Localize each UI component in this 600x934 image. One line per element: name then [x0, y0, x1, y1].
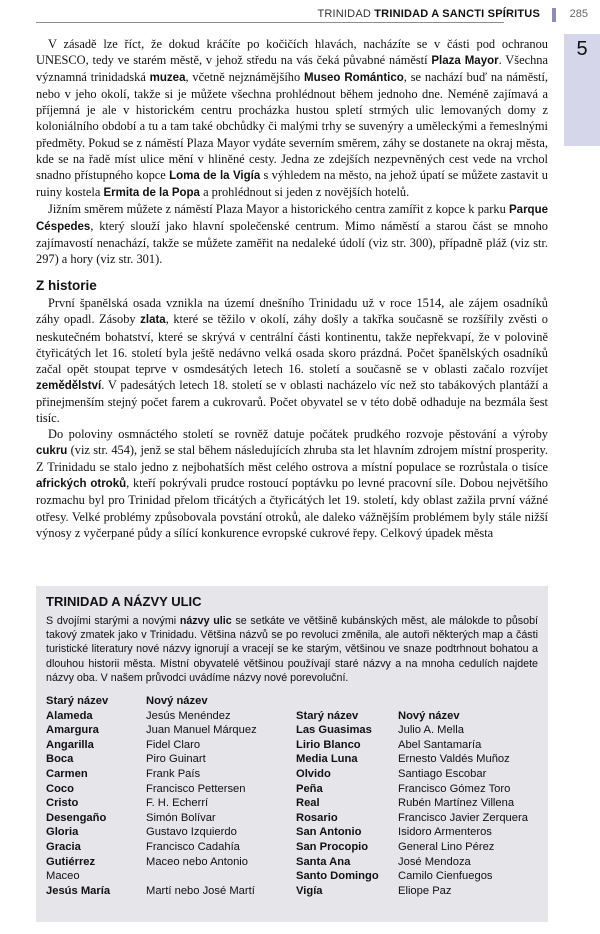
left-new-street-name: Simón Bolívar [146, 811, 216, 824]
highlighted-term: cukru [36, 445, 68, 458]
left-old-header: Starý název [46, 695, 109, 707]
left-new-street-name: F. H. Echerrí [146, 797, 209, 810]
right-new-street-name: Francisco Javier Zerquera [398, 811, 528, 824]
text-run: , kteří pokrývali prudce rostoucí poptávku po levné pracovní síle. Dobou největšího rozmachu byl pro Trinidad přelom třicátých a čtyřicátých let 19. století, kdy oblast zažila první vážné otřesy. Velké problémy způsobovala povstání otroků, ale daleko vážnějším problémem byly stále nižší výnosy z vyčerpané půdy a sílící konkurence evropské cukrové řepy. Celkový úpadek města [36, 476, 548, 540]
right-new-street-name: Isidoro Armenteros [398, 826, 492, 839]
left-old-street-name: Boca [46, 753, 74, 766]
text-run: s výhledem na město, na jehož úpatí se můžete zastavit u ruiny kostela [36, 167, 548, 199]
right-old-street-name: Santa Ana [296, 855, 351, 868]
highlighted-term: Loma de la Vigía [169, 169, 261, 182]
right-new-street-name: Santiago Escobar [398, 768, 487, 780]
text-run: V zásadě lze říct, že dokud kráčíte po kočičích hlavách, nacházíte se v části pod ochranou UNESCO, tedy ve starém městě, v jehož středu na vás čeká půvabné náměstí [36, 37, 548, 68]
header-section: TRINIDAD [317, 8, 371, 20]
left-new-street-name: Fidel Claro [146, 738, 201, 751]
left-old-street-name: Jesús María [46, 884, 111, 897]
intro-paragraph-2 [36, 201, 548, 267]
right-old-street-name: Real [296, 797, 320, 810]
left-new-street-name: Juan Manuel Márquez [146, 724, 257, 737]
right-old-street-name: San Procopio [296, 841, 369, 853]
text-run: . V padesátých letech 18. století se v oblasti nacházelo víc než sto tabákových plantáží a přinejmenším stejný počet farem a cukrovarů. Počet obyvatel se v této době odhaduje na bezmála šest tisíc. [36, 377, 548, 425]
left-old-street-name: Coco [46, 782, 74, 795]
left-new-street-name: Piro Guinart [146, 753, 206, 766]
highlighted-term: afrických otroků [36, 478, 127, 491]
box-intro [46, 614, 538, 685]
highlighted-term: zlata [140, 314, 166, 327]
running-header [0, 6, 600, 26]
right-old-street-name: Lirio Blanco [296, 738, 361, 751]
right-new-street-name: José Mendoza [398, 855, 471, 868]
right-new-street-name: Eliope Paz [398, 884, 452, 897]
header-rule [36, 22, 504, 23]
highlighted-term: Plaza Mayor [431, 55, 499, 68]
chapter-number: 5 [576, 38, 588, 60]
text-run: S dvojími starými a novými [46, 615, 180, 627]
page-number: 285 [569, 8, 588, 20]
street-names-table [46, 694, 538, 920]
header-chapter-title: TRINIDAD A SANCTI SPÍRITUS [374, 8, 540, 20]
box-title: TRINIDAD A NÁZVY ULIC [46, 594, 202, 609]
highlighted-term: Ermita de la Popa [103, 186, 200, 199]
right-new-street-name: Camilo Cienfuegos [398, 870, 493, 883]
left-old-street-name: Desengaño [46, 811, 107, 824]
highlighted-term: názvy ulic [179, 615, 232, 627]
right-old-street-name: Peña [296, 782, 323, 795]
left-old-street-name: Alameda [46, 709, 93, 722]
highlighted-term: zemědělství [36, 379, 102, 392]
text-run: , se nachází buď na náměstí, nebo v jeho okolí, takže si je můžete všechna prohlédnout během jednoho dne. Neméně zajímavá a příjemná je ale v historickém centru procházka hustou spletí strmých ulic lemovaných domy z koloniálního období a tu a tam také obchůdky či malými trhy se suvenýry a uměleckými a řemeslnými předměty. Pokud se z náměstí Plaza Mayor vydáte severním směrem, záhy se dostanete na okraj města, kde se na řadě míst ulice mění v hliněné cesty. Jedna ze zdejších nezpevněných cest vede na vrchol snadno přístupného kopce [36, 70, 548, 182]
left-old-street-name: Carmen [46, 768, 88, 780]
right-old-street-name: Las Guasimas [296, 724, 372, 737]
left-new-street-name: Francisco Pettersen [146, 782, 246, 795]
history-paragraph-2 [36, 426, 548, 541]
left-new-header: Nový název [146, 695, 208, 707]
left-new-street-name: Gustavo Izquierdo [146, 826, 237, 839]
header-marker [552, 8, 556, 22]
text-run: , který slouží jako hlavní společenské centrum. Mimo náměstí a starou část se mnoho zajímavostí nenachází, takže se můžete zaměřit na nedaleké údolí (viz str. 300), případně pláž (viz str. 297) a hory (viz str. 301). [36, 219, 548, 267]
left-new-street-name: Frank País [146, 768, 201, 780]
left-old-street-name: Gutiérrez [46, 855, 96, 868]
highlighted-term: muzea [149, 72, 186, 85]
history-paragraph-1 [36, 295, 548, 426]
text-run: , včetně nejznámějšího [185, 70, 304, 85]
right-new-header: Nový název [398, 709, 460, 722]
right-new-street-name: Julio A. Mella [398, 724, 464, 737]
street-names-box [36, 586, 548, 922]
history-heading: Z historie [36, 278, 97, 294]
left-old-street-name: Amargura [46, 724, 99, 737]
right-old-street-name: San Antonio [296, 826, 362, 839]
right-new-street-name: Francisco Gómez Toro [398, 782, 511, 795]
highlighted-term: Museo Romántico [304, 72, 404, 85]
chapter-tab [564, 34, 600, 146]
intro-paragraph-1 [36, 36, 548, 201]
right-new-street-name: Ernesto Valdés Muñoz [398, 753, 510, 766]
text-run: (viz str. 454), jenž se stal během následujících zhruba sta let hlavním zdrojem místní prosperity. Z Trinidadu se stalo jedno z nejbohatších měst celého ostrova a místní populace se rozrůstala o tisíce [36, 443, 548, 475]
right-old-street-name: Santo Domingo [296, 870, 379, 883]
right-old-street-name: Media Luna [296, 753, 358, 766]
text-run: Do poloviny osmnáctého století se rovněž datuje počátek prudkého rozvoje pěstování a výroby [48, 427, 548, 442]
main-text [36, 36, 548, 541]
left-old-street-name: Angarilla [46, 738, 94, 751]
left-new-street-name: Martí nebo José Martí [146, 884, 255, 897]
left-old-street-name: Cristo [46, 797, 79, 810]
text-run: , které se těžilo v okolí, záhy došly a takřka současně se rozšířily zvěsti o neskutečném bohatství, které se skrývá v centrální části kontinentu, takže nepřekvapí, že v polovině čtyřicátých let 16. století byla ještě nedávno velká osada skoro prázdná. Počet španělských osadníků začal opět stoupat teprve v osmdesátých letech 16. století a současně se v oblasti začalo rozvíjet [36, 312, 548, 376]
left-new-street-name: Maceo [46, 870, 80, 883]
right-old-street-name: Vigía [296, 884, 323, 897]
right-new-street-name: General Lino Pérez [398, 841, 495, 853]
text-run: se setkáte ve většině kubánských měst, ale málokde to působí takový zmatek jako v Trinidadu. Většina názvů se po revoluci změnila, ale autoři některých map a části turistické literatury nové názvy ignorují a vracejí se ke starým, většinou ve snaze podtrhnout bohatou a dlouhou historii města. Místní obyvatelé většinou používají staré názvy a na mnoha cedulích najdete názvy oba. V našem průvodci uvádíme názvy nové porevoluční. [46, 615, 538, 684]
right-new-street-name: Abel Santamaría [398, 738, 482, 751]
left-new-street-name: Maceo nebo Antonio [146, 855, 249, 868]
left-old-street-name: Gloria [46, 826, 79, 839]
highlighted-term: Parque Céspedes [36, 203, 548, 234]
text-run: . Všechna významná trinidadská [36, 53, 548, 85]
right-old-street-name: Olvido [296, 768, 331, 780]
left-new-street-name: Francisco Cadahía [146, 841, 240, 853]
header-title [311, 8, 540, 20]
left-new-street-name: Jesús Menéndez [146, 709, 231, 722]
right-old-street-name: Rosario [296, 811, 338, 824]
right-new-street-name: Rubén Martínez Villena [398, 797, 515, 810]
left-old-street-name: Gracia [46, 841, 81, 853]
right-old-header: Starý název [296, 709, 359, 722]
text-run: a prohlédnout si jeden z novějších hotelů. [199, 184, 410, 199]
text-run: První španělská osada vznikla na území dnešního Trinidadu už v roce 1514, ale zájem osadníků záhy opadl. Zásoby [36, 296, 548, 327]
text-run: Jižním směrem můžete z náměstí Plaza Mayor a historického centra zamířit z kopce k parku [48, 201, 509, 216]
